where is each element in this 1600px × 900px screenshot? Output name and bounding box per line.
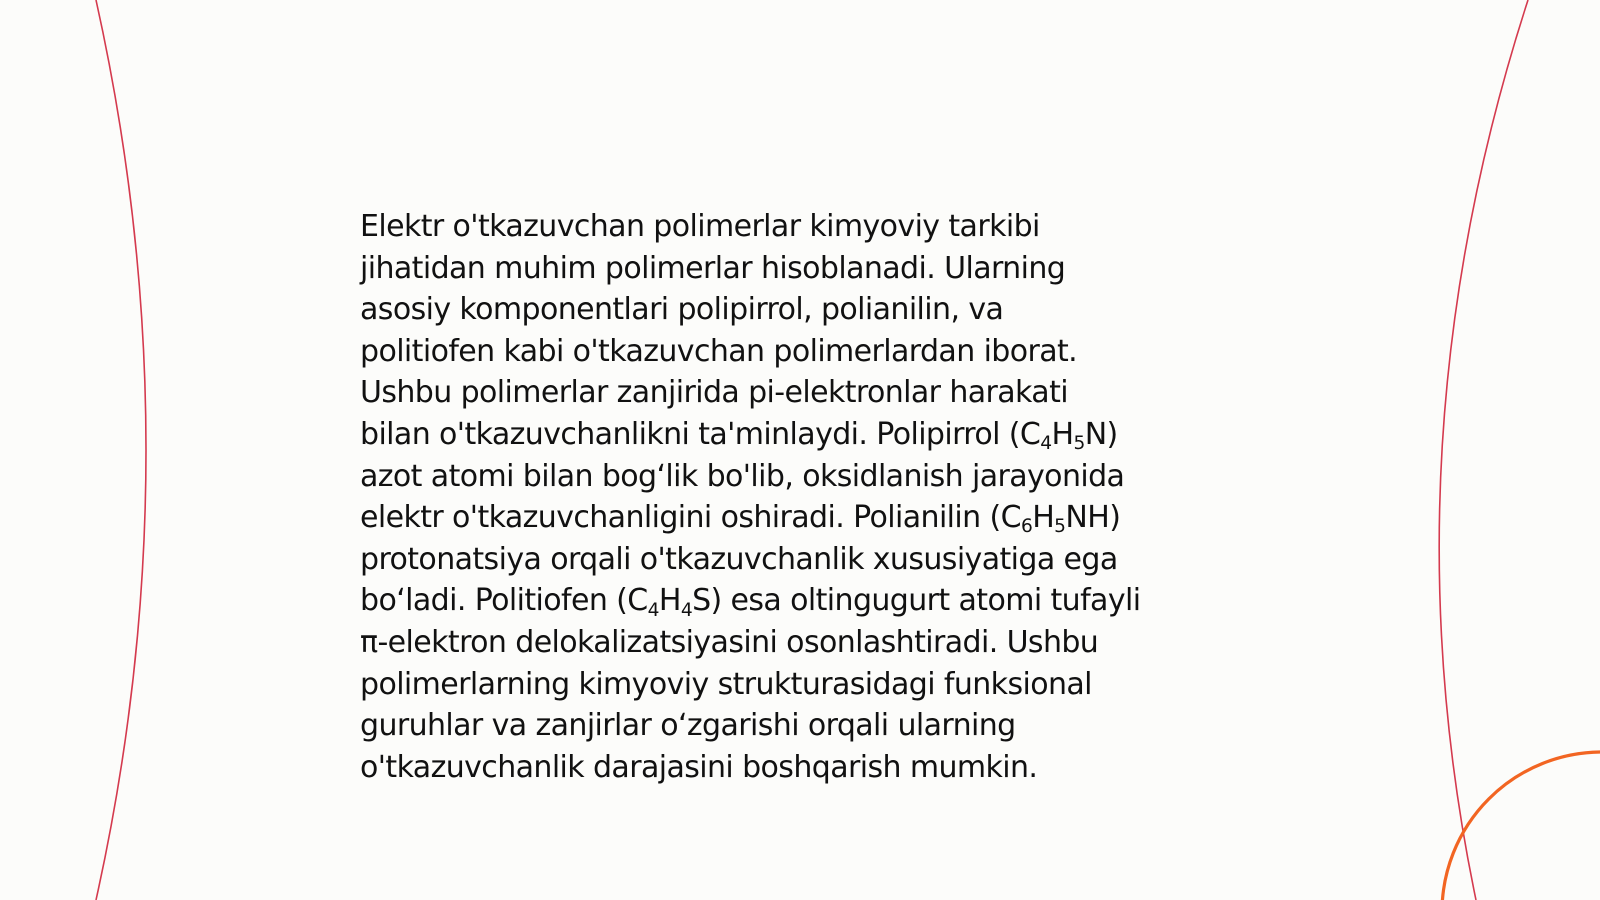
paragraph-line xyxy=(360,705,1240,747)
text-run: H xyxy=(658,583,681,619)
text-run: H xyxy=(1032,500,1055,536)
left-curve xyxy=(96,0,146,900)
text-run: boʻladi. Politiofen (C xyxy=(360,583,648,619)
right-curve xyxy=(1439,0,1528,900)
subscript: 5 xyxy=(1073,433,1085,455)
subscript: 5 xyxy=(1054,516,1066,538)
paragraph-line xyxy=(360,622,1240,664)
text-run: Elektr o'tkazuvchan polimerlar kimyoviy tarkibi xyxy=(360,209,1040,244)
subscript: 4 xyxy=(680,599,693,621)
text-run: azot atomi bilan bogʻlik bo'lib, oksidlanish jarayonida xyxy=(360,458,1125,494)
text-run: Ushbu polimerlar zanjirida pi-elektronlar harakati xyxy=(360,375,1068,411)
text-run: bilan o'tkazuvchanlikni ta'minlaydi. Polipirrol (C xyxy=(360,416,1041,452)
text-run: asosiy komponentlari polipirrol, polianilin, va xyxy=(360,292,1004,328)
text-run: polimerlarning kimyoviy strukturasidagi funksional xyxy=(360,666,1092,702)
paragraph-line xyxy=(360,331,1240,373)
text-run: politiofen kabi o'tkazuvchan polimerlardan iborat. xyxy=(360,333,1078,369)
text-run: jihatidan muhim polimerlar hisoblanadi. Ularning xyxy=(360,250,1066,286)
subscript: 4 xyxy=(1040,433,1052,455)
subscript: 4 xyxy=(647,599,659,621)
text-run: guruhlar va zanjirlar oʻzgarishi orqali ularning xyxy=(360,708,1016,744)
text-run: N) xyxy=(1084,416,1118,452)
text-run: S) esa oltingugurt atomi tufayli xyxy=(692,583,1141,619)
paragraph-line xyxy=(360,580,1240,622)
text-run: H xyxy=(1051,416,1074,452)
paragraph-line xyxy=(360,248,1240,290)
paragraph-line xyxy=(360,372,1240,414)
subscript: 6 xyxy=(1020,516,1033,538)
text-run: o'tkazuvchanlik darajasini boshqarish mumkin. xyxy=(360,749,1038,785)
paragraph-line xyxy=(360,456,1240,498)
text-run: elektr o'tkazuvchanligini oshiradi. Polianilin (C xyxy=(360,500,1021,536)
paragraph-line xyxy=(360,206,1240,248)
accent-arc xyxy=(1442,752,1600,900)
paragraph-line xyxy=(360,497,1240,539)
text-run: protonatsiya orqali o'tkazuvchanlik xususiyatiga ega xyxy=(360,541,1118,577)
body-paragraph xyxy=(360,206,1240,788)
paragraph-line xyxy=(360,747,1240,789)
paragraph-line xyxy=(360,414,1240,456)
text-run: NH) xyxy=(1065,500,1121,536)
paragraph-line xyxy=(360,289,1240,331)
paragraph-line xyxy=(360,664,1240,706)
paragraph-line xyxy=(360,539,1240,581)
text-run: π-elektron delokalizatsiyasini osonlashtiradi. Ushbu xyxy=(360,624,1099,660)
